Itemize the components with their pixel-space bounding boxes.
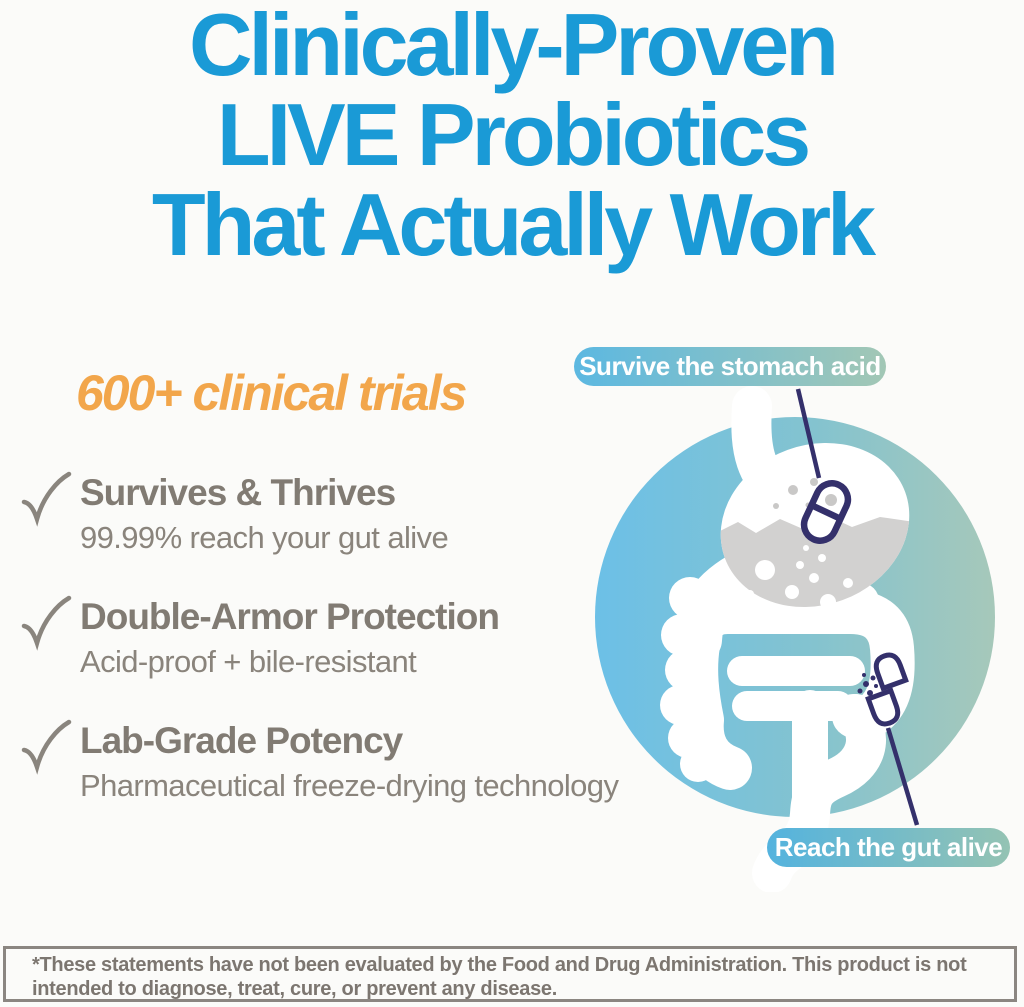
clinical-trials-highlight: 600+ clinical trials [76, 365, 466, 421]
headline-line-3: That Actually Work [151, 175, 873, 274]
benefit-subtitle: Pharmaceutical freeze-drying technology [80, 768, 619, 803]
benefit-title: Lab-Grade Potency [80, 720, 403, 761]
benefit-item-survives [80, 472, 448, 556]
headline-line-1: Clinically-Proven [188, 0, 835, 94]
benefit-subtitle: 99.99% reach your gut alive [80, 520, 449, 555]
benefit-item-protection [80, 596, 499, 680]
checkmark-icon [20, 718, 72, 776]
gut-illustration [560, 340, 1024, 892]
benefit-title: Double-Armor Protection [80, 596, 499, 637]
disclaimer-line-2: intended to diagnose, treat, cure, or prevent any disease. [32, 978, 557, 1000]
benefit-subtitle: Acid-proof + bile-resistant [80, 644, 417, 679]
fda-disclaimer [3, 946, 1017, 1002]
checkmark-icon [20, 594, 72, 652]
headline-line-2: LIVE Probiotics [216, 85, 808, 184]
benefit-title: Survives & Thrives [80, 472, 396, 513]
callout-survive-stomach-acid: Survive the stomach acid [574, 347, 886, 386]
benefit-item-potency [80, 720, 618, 804]
disclaimer-line-1: *These statements have not been evaluated by the Food and Drug Administration. This product is not [32, 954, 967, 976]
headline [0, 0, 1024, 274]
checkmark-icon [20, 470, 72, 528]
callout-reach-gut-alive: Reach the gut alive [767, 828, 1010, 867]
capsule-highlight-droplet [825, 494, 837, 506]
